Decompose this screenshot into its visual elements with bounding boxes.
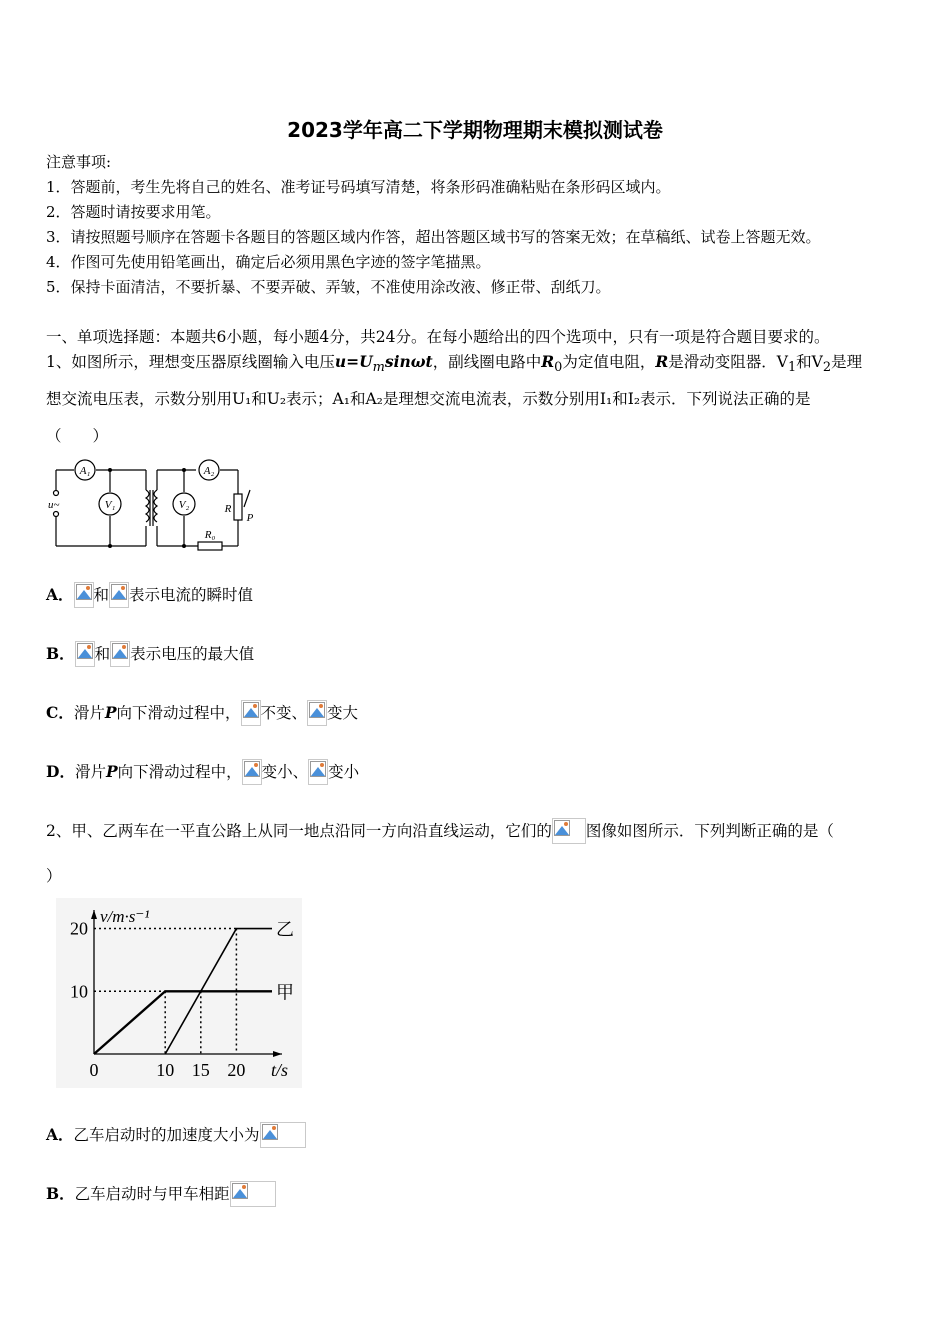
y-axis-label: v/m·s⁻¹ <box>100 907 150 926</box>
broken-image-icon <box>308 759 328 785</box>
page-title: 2023学年高二下学期物理期末模拟测试卷 <box>287 118 663 142</box>
q1-stem-line2: 想交流电压表，示数分别用U₁和U₂表示；A₁和A₂是理想交流电流表，示数分别用I₁和I₂表示．下列说法正确的是 <box>46 390 811 408</box>
broken-image-icon <box>230 1181 276 1207</box>
q2-option-a: A．乙车启动时的加速度大小为 <box>46 1122 306 1148</box>
y-tick-label: 10 <box>70 981 88 1002</box>
x-axis-label: t/s <box>270 1060 288 1080</box>
broken-image-icon <box>307 700 327 726</box>
broken-image-icon <box>109 582 129 608</box>
broken-image-icon <box>260 1122 306 1148</box>
y-tick-label: 20 <box>70 918 88 939</box>
broken-image-icon <box>110 641 130 667</box>
resistor-r0-label: R₀ <box>204 529 216 541</box>
broken-image-icon <box>552 818 586 844</box>
notice-item: 2．答题时请按要求用笔。 <box>46 203 221 221</box>
q1-option-b: B． 和 表示电压的最大值 <box>46 641 254 667</box>
source-u-label: u~ <box>48 499 60 511</box>
ammeter-a2-label: A₂ <box>203 465 215 477</box>
rheostat-r-label: R <box>224 503 232 515</box>
q1-stem-line1: 1、如图所示，理想变压器原线圈输入电压$u=U_m\sin\omega t$，副线圈电路中$R_0$为定值电阻，R是滑动变阻器．$V_1$和$V_2$是理 <box>46 352 863 376</box>
series-label: 甲 <box>276 982 294 1003</box>
notice-item: 4．作图可先使用铅笔画出，确定后必须用黑色字迹的签字笔描黑。 <box>46 253 491 271</box>
broken-image-icon <box>74 582 94 608</box>
q2-vt-chart <box>56 898 302 1088</box>
broken-image-icon <box>241 700 261 726</box>
q1-stem-line3: （ ） <box>46 427 109 445</box>
q1-circuit-diagram <box>46 456 254 552</box>
notice-item: 3．请按照题号顺序在答题卡各题目的答题区域内作答，超出答题区域书写的答案无效；在草稿纸、试卷上答题无效。 <box>46 228 821 246</box>
notice-heading: 注意事项: <box>46 153 112 171</box>
section-heading: 一、单项选择题：本题共6小题，每小题4分，共24分。在每小题给出的四个选项中，只有一项是符合题目要求的。 <box>46 328 830 346</box>
series-label: 乙 <box>276 919 294 940</box>
q2-stem-line1: 2、甲、乙两车在一平直公路上从同一地点沿同一方向沿直线运动，它们的 图像如图所示．下列判断正确的是（ <box>46 818 834 844</box>
notice-item: 1．答题前，考生先将自己的姓名、准考证号码填写清楚，将条形码准确粘贴在条形码区域内。 <box>46 178 671 196</box>
slider-p-label: P <box>246 512 254 524</box>
q2-option-b: B．乙车启动时与甲车相距 <box>46 1181 276 1207</box>
x-tick-label: 10 <box>156 1060 175 1080</box>
broken-image-icon <box>75 641 95 667</box>
q1-option-c: C．滑片P向下滑动过程中， 不变、 变大 <box>46 700 358 726</box>
broken-image-icon <box>242 759 262 785</box>
ammeter-a1-label: A₁ <box>79 465 91 477</box>
x-tick-label: 20 <box>227 1060 246 1080</box>
notice-item: 5．保持卡面清洁，不要折暴、不要弄破、弄皱，不准使用涂改液、修正带、刮纸刀。 <box>46 278 611 296</box>
q2-stem-line2: ） <box>46 867 62 885</box>
q1-option-d: D．滑片P向下滑动过程中， 变小、 变小 <box>46 759 359 785</box>
voltmeter-v2-label: V₂ <box>178 499 190 511</box>
x-tick-label: 0 <box>89 1060 99 1080</box>
voltmeter-v1-label: V₁ <box>104 499 116 511</box>
x-tick-label: 15 <box>191 1060 210 1080</box>
q1-option-a: A． 和 表示电流的瞬时值 <box>46 582 253 608</box>
